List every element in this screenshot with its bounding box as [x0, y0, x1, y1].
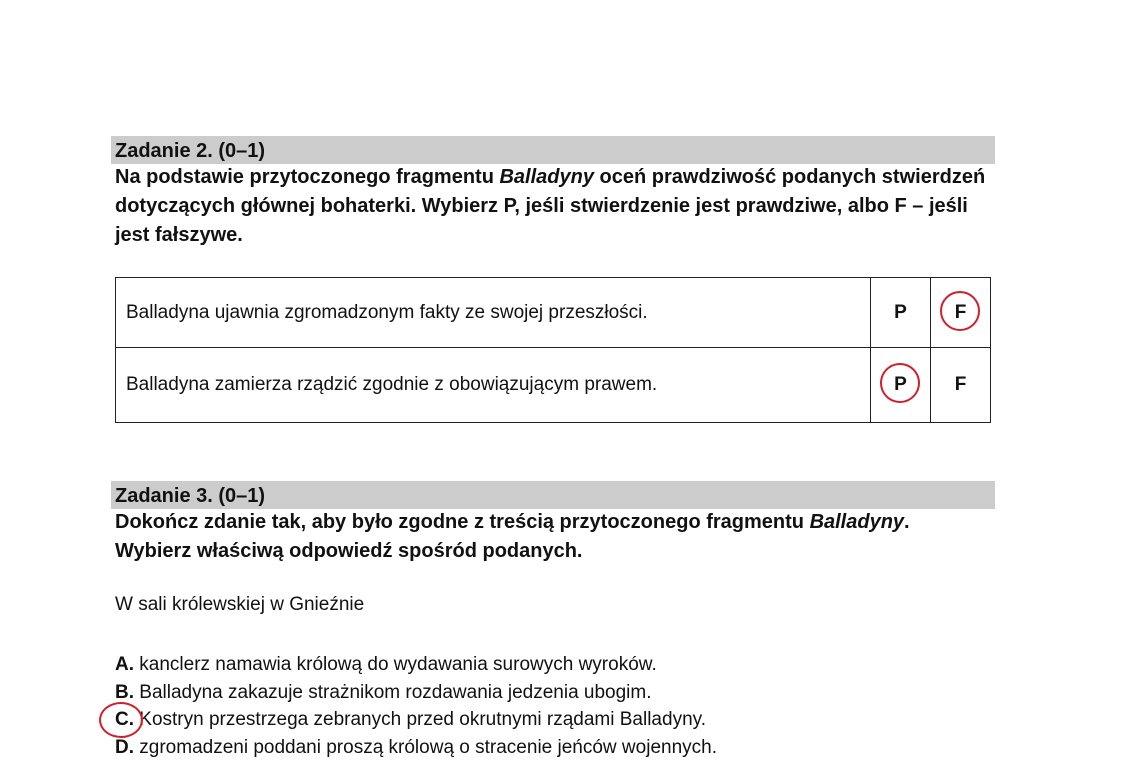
- table-row: [116, 348, 991, 423]
- task2-header: [111, 136, 995, 164]
- task3-instruction-part2: .: [904, 511, 910, 533]
- task3-header: [111, 481, 995, 509]
- option-text: zgromadzeni poddani proszą królową o stracenie jeńców wojennych.: [134, 736, 717, 758]
- task2-instruction: [115, 163, 995, 250]
- option-b[interactable]: [115, 679, 717, 707]
- option-f-cell[interactable]: [931, 348, 991, 423]
- option-p-label: P: [894, 374, 907, 395]
- statement-cell: Balladyna zamierza rządzić zgodnie z obowiązującym prawem.: [116, 348, 871, 423]
- option-a[interactable]: [115, 651, 717, 679]
- option-f-cell[interactable]: [931, 278, 991, 348]
- task2-instruction-part1: Na podstawie przytoczonego fragmentu: [115, 166, 500, 188]
- statement-cell: Balladyna ujawnia zgromadzonym fakty ze swojej przeszłości.: [116, 278, 871, 348]
- task3-title: Zadanie 3. (0–1): [115, 485, 266, 507]
- table-row: [116, 278, 991, 348]
- selection-circle-mark: [880, 363, 920, 403]
- option-text: Balladyna zakazuje strażnikom rozdawania jedzenia ubogim.: [134, 681, 652, 703]
- option-p-cell[interactable]: [871, 348, 931, 423]
- option-f-label: F: [954, 374, 967, 395]
- task3-instruction-part1: Dokończ zdanie tak, aby było zgodne z treścią przytoczonego fragmentu: [115, 511, 810, 533]
- true-false-table: [115, 277, 991, 423]
- task2-title: Zadanie 2. (0–1): [115, 140, 266, 162]
- answer-options: [115, 651, 717, 761]
- option-d[interactable]: [115, 734, 717, 762]
- option-letter: A.: [115, 654, 134, 675]
- option-letter: B.: [115, 681, 134, 703]
- task3-instruction-italic: Balladyny: [809, 511, 905, 533]
- option-c[interactable]: [115, 706, 717, 734]
- option-letter: D.: [115, 736, 134, 758]
- task3-instruction-line2: Wybierz właściwą odpowiedź spośród podanych.: [115, 540, 583, 562]
- option-text: kanclerz namawia królową do wydawania surowych wyroków.: [134, 654, 657, 675]
- option-letter: C.: [115, 709, 134, 730]
- selection-circle-mark: [940, 291, 980, 331]
- option-f-label: F: [954, 301, 967, 323]
- task3-instruction: [115, 508, 995, 566]
- task2-instruction-part2: oceń prawdziwość podanych stwierdzeń dotyczących głównej bohaterki. Wybierz P, jeśli stwierdzenie jest prawdziwe, albo F – jeśli jest fałszywe.: [115, 166, 986, 246]
- sentence-prompt: W sali królewskiej w Gnieźnie: [115, 594, 365, 615]
- option-p-cell[interactable]: [871, 278, 931, 348]
- option-text: Kostryn przestrzega zebranych przed okrutnymi rządami Balladyny.: [134, 709, 707, 730]
- task2-instruction-italic: Balladyny: [499, 166, 594, 188]
- option-p-label: P: [894, 301, 907, 323]
